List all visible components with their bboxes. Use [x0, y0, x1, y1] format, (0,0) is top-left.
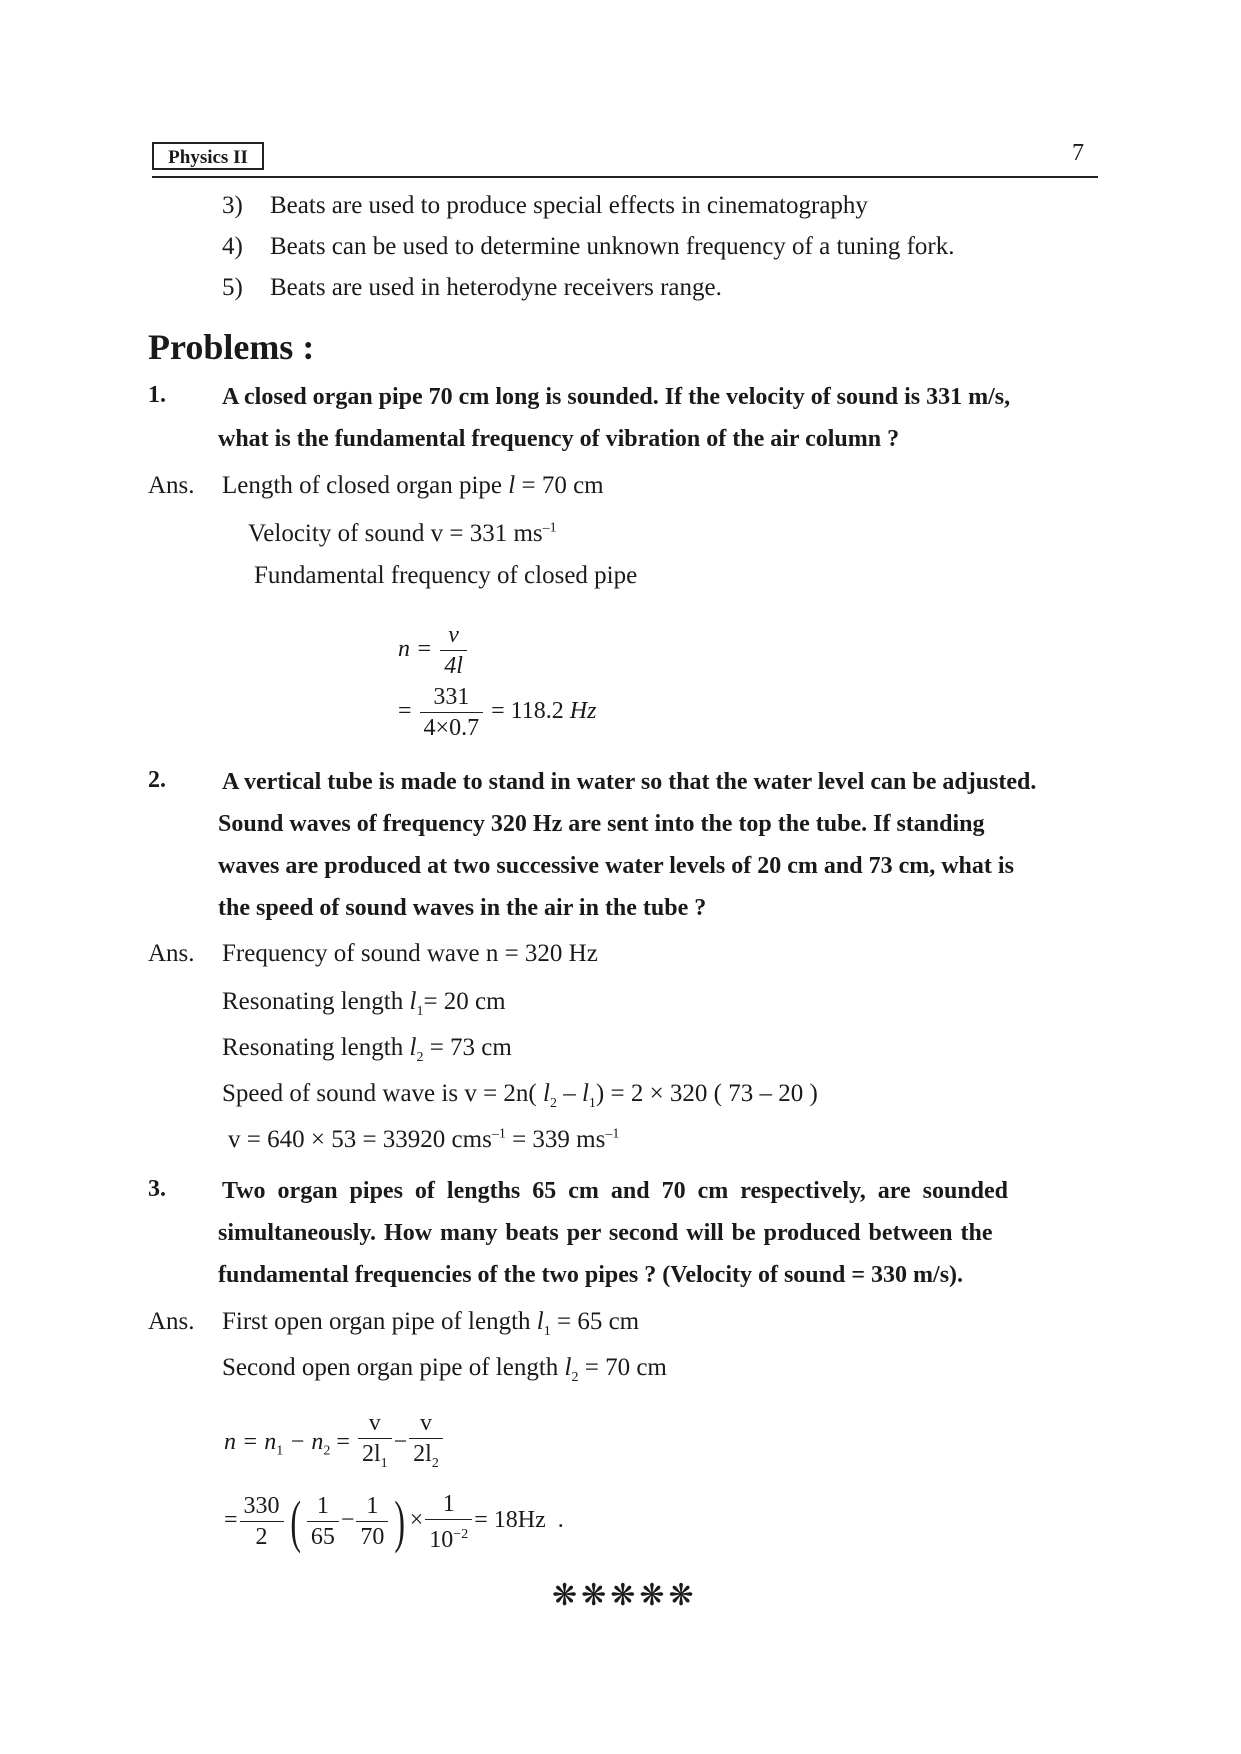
fraction: [440, 620, 467, 681]
denominator: 4×0.7: [423, 715, 480, 741]
answer-text: ) = 2 × 320 ( 73 – 20 ): [595, 1080, 818, 1107]
question-line: A vertical tube is made to stand in water so that the water level can be adjusted.: [222, 769, 1037, 795]
variable-l: l: [508, 472, 516, 499]
numerator: 330: [240, 1491, 284, 1522]
answer-text: –: [556, 1080, 582, 1107]
section-title: Problems :: [148, 327, 315, 367]
answer-line: [222, 1034, 512, 1066]
answer-line: [222, 472, 604, 500]
numerator: v: [448, 622, 459, 648]
answer-line: Fundamental frequency of closed pipe: [254, 562, 638, 589]
equation: = $\frac{330}{2}$ ( $\frac{1}{65}$ − $\frac{1}{70}$ ) × $\frac{1}{10^{-2}}$ = 18Hz .: [224, 1489, 564, 1554]
fraction: [409, 1408, 443, 1479]
equals: =: [330, 1428, 350, 1455]
subscript: 2: [323, 1443, 331, 1459]
answer-text: Speed of sound wave is v = 2n(: [222, 1080, 543, 1107]
right-paren: ): [394, 1489, 406, 1554]
numerator: v: [409, 1408, 443, 1439]
list-number: 4): [222, 233, 243, 260]
subscript: 1: [543, 1324, 551, 1339]
unit: Hz: [569, 698, 597, 725]
list-item: [222, 192, 868, 220]
answer-text: = 20 cm: [423, 988, 506, 1015]
list-text: Beats can be used to determine unknown frequency of a tuning fork.: [270, 233, 955, 260]
list-item: [222, 274, 722, 302]
answer-line: [222, 1308, 639, 1340]
numerator: 1: [307, 1491, 339, 1522]
answer-text: = 70 cm: [515, 472, 604, 499]
answer-line: [228, 1126, 619, 1154]
equation-lhs: n = n: [224, 1428, 277, 1455]
answer-text: = 70 cm: [578, 1354, 667, 1381]
exponent: −2: [453, 1526, 469, 1542]
denominator: 10: [429, 1526, 454, 1553]
list-item: [222, 233, 955, 261]
problem-number: 3.: [148, 1176, 166, 1202]
question-line: Sound waves of frequency 320 Hz are sent into the top the tube. If standing: [218, 811, 985, 837]
equation: [398, 682, 596, 743]
subscript: 2: [431, 1455, 439, 1471]
numerator: 1: [356, 1491, 388, 1522]
answer-label: Ans.: [148, 1308, 195, 1335]
answer-line: [222, 1080, 818, 1112]
problem-question: [218, 761, 1098, 929]
fraction: [425, 1489, 472, 1555]
problem-question: [218, 376, 1098, 460]
answer-label: Ans.: [148, 940, 195, 967]
numerator: 331: [420, 682, 484, 713]
fraction: [307, 1491, 339, 1552]
subscript: 2: [416, 1050, 424, 1065]
denominator: 2: [255, 1524, 268, 1550]
variable-l: l: [409, 1034, 417, 1061]
subscript: 1: [588, 1096, 596, 1111]
subscript: 1: [380, 1455, 388, 1471]
list-number: 3): [222, 192, 243, 219]
question-line: the speed of sound waves in the air in the tube ?: [218, 895, 707, 921]
page-number: 7: [1072, 140, 1084, 166]
variable-l: l: [543, 1080, 550, 1107]
question-line: simultaneously. How many beats per second will be produced between the: [218, 1220, 993, 1246]
exponent: –1: [491, 1126, 506, 1142]
answer-text: Resonating length: [222, 1034, 410, 1061]
denominator: 70: [360, 1524, 385, 1550]
equals: =: [398, 698, 412, 725]
fraction: [240, 1491, 284, 1552]
equation: [398, 620, 469, 681]
variable-l: l: [564, 1354, 572, 1381]
exponent: –1: [542, 520, 557, 536]
question-line: waves are produced at two successive water levels of 20 cm and 73 cm, what is: [218, 853, 1014, 879]
question-line: Two organ pipes of lengths 65 cm and 70 cm respectively, are sounded: [222, 1178, 1009, 1204]
denominator: 4l: [444, 653, 463, 679]
problem-number: 2.: [148, 767, 166, 793]
subscript: 2: [549, 1096, 557, 1111]
left-paren: (: [289, 1489, 301, 1554]
answer-line: [222, 1354, 667, 1386]
exponent: –1: [605, 1126, 620, 1142]
list-text: Beats are used in heterodyne receivers range.: [270, 274, 722, 301]
list-text: Beats are used to produce special effects in cinematography: [270, 192, 868, 219]
fraction: [420, 682, 484, 743]
variable-l: l: [581, 1080, 589, 1107]
numerator: 1: [425, 1489, 472, 1520]
header-rule: [152, 176, 1098, 178]
subscript: 1: [416, 1004, 424, 1019]
equation-term: − n: [283, 1428, 324, 1455]
list-number: 5): [222, 274, 243, 301]
answer-text: Velocity of sound v = 331 ms: [248, 520, 543, 547]
answer-line: [222, 988, 506, 1020]
variable-l: l: [409, 988, 417, 1015]
problem-question: [218, 1170, 1090, 1296]
answer-text: = 65 cm: [550, 1308, 640, 1335]
fraction: [356, 1491, 388, 1552]
answer-text: v = 640 × 53 = 33920 cms: [228, 1126, 492, 1153]
answer-label: Ans.: [148, 472, 195, 499]
denominator: 2l: [413, 1441, 432, 1467]
subscript: 2: [571, 1370, 579, 1385]
question-line: fundamental frequencies of the two pipes ? (Velocity of sound = 330 m/s).: [218, 1262, 964, 1288]
numerator: v: [358, 1408, 392, 1439]
answer-text: Resonating length: [222, 988, 410, 1015]
question-line: what is the fundamental frequency of vibration of the air column ?: [218, 426, 900, 452]
answer-text: Length of closed organ pipe: [222, 472, 509, 499]
problem-number: 1.: [148, 382, 166, 408]
equation-result: = 18Hz: [474, 1507, 546, 1534]
equals: =: [224, 1507, 238, 1534]
denominator: 65: [310, 1524, 335, 1550]
answer-line: [248, 520, 557, 548]
answer-text: Second open organ pipe of length: [222, 1354, 565, 1381]
end-mark: ❋❋❋❋❋: [552, 1579, 698, 1612]
answer-text: First open organ pipe of length: [222, 1308, 537, 1335]
fraction: [358, 1408, 392, 1479]
answer-text: = 339 ms: [505, 1126, 606, 1153]
answer-text: = 73 cm: [423, 1034, 512, 1061]
period: .: [557, 1507, 564, 1534]
equation: $n = n_1 - n_2$ = $\frac{v}{2l_1}$ − $\frac{v}{2l_2}$: [224, 1408, 445, 1479]
answer-line: Frequency of sound wave n = 320 Hz: [222, 940, 598, 967]
denominator: 2l: [361, 1441, 381, 1467]
equation-lhs: n =: [398, 636, 433, 663]
subscript: 1: [276, 1443, 284, 1459]
question-line: A closed organ pipe 70 cm long is sounded. If the velocity of sound is 331 m/s,: [222, 384, 1011, 410]
book-title-box: Physics II: [152, 142, 264, 170]
equation-result: = 118.2: [491, 698, 570, 725]
variable-l: l: [536, 1308, 544, 1335]
